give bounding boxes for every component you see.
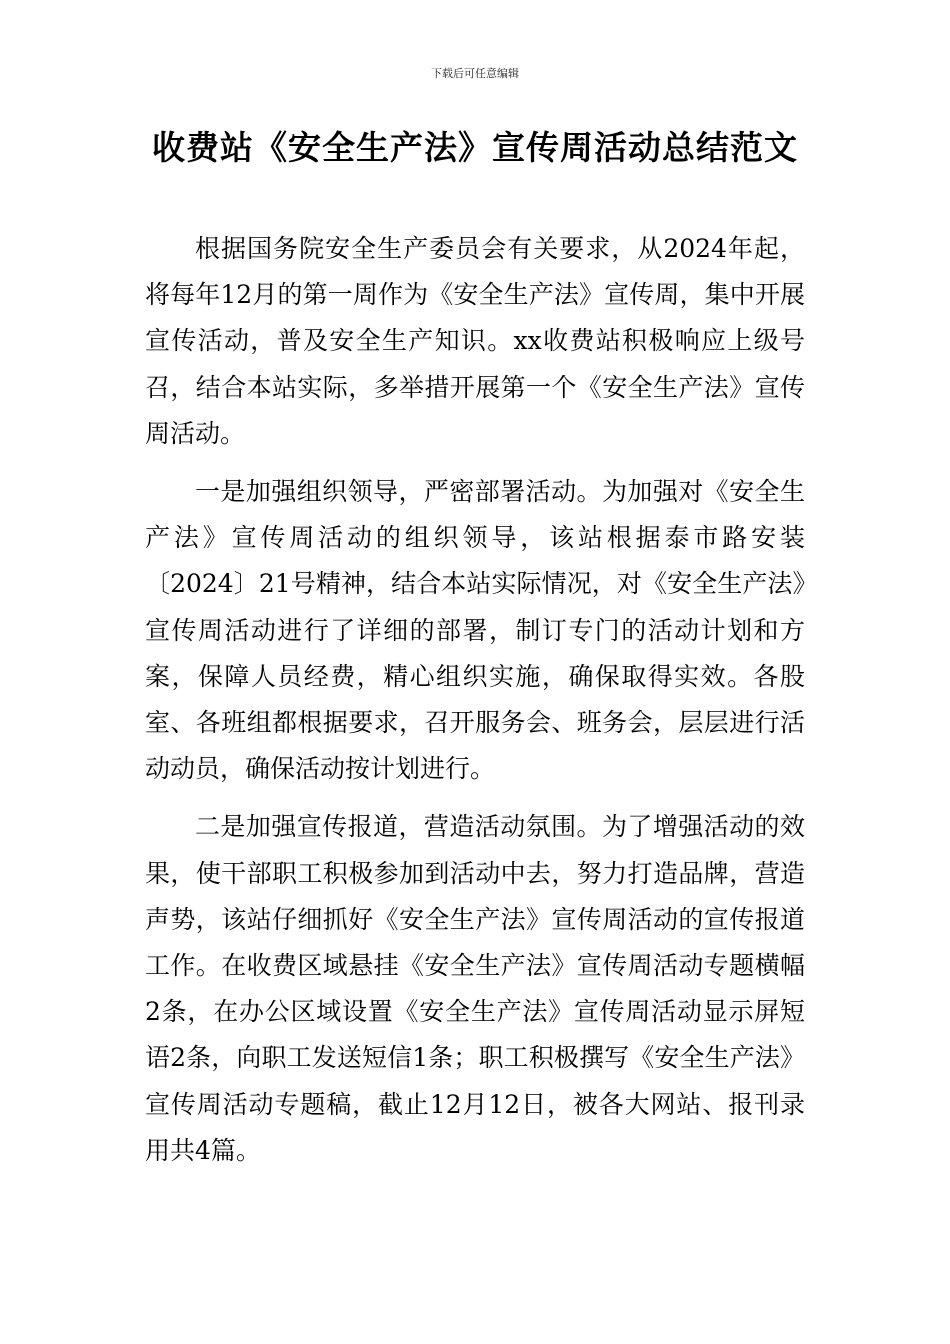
paragraph-organization: 一是加强组织领导，严密部署活动。为加强对《安全生产法》宣传周活动的组织领导，该站根据泰市路安装〔2024〕21号精神，结合本站实际情况，对《安全生产法》宣传周活动进行了详细的部署，制订专门的活动计划和方案，保障人员经费，精心组织实施，确保取得实效。各股室、各班组都根据要求，召开服务会、班务会，层层进行活动动员，确保活动按计划进行。 bbox=[145, 477, 805, 784]
paragraph-publicity: 二是加强宣传报道，营造活动氛围。为了增强活动的效果，使干部职工积极参加到活动中去，努力打造品牌，营造声势，该站仔细抓好《安全生产法》宣传周活动的宣传报道工作。在收费区域悬挂《安全生产法》宣传周活动专题横幅2条，在办公区域设置《安全生产法》宣传周活动显示屏短语2条，向职工发送短信1条；职工积极撰写《安全生产法》宣传周活动专题稿，截止12月12日，被各大网站、报刊录用共4篇。 bbox=[145, 812, 805, 1165]
document-title: 收费站《安全生产法》宣传周活动总结范文 bbox=[152, 128, 798, 167]
document-body bbox=[145, 226, 805, 1174]
paragraph-intro: 根据国务院安全生产委员会有关要求，从2024年起，将每年12月的第一周作为《安全生产法》宣传周，集中开展宣传活动，普及安全生产知识。xx收费站积极响应上级号召，结合本站实际，多举措开展第一个《安全生产法》宣传周活动。 bbox=[145, 234, 805, 448]
header-note: 下载后可任意编辑 bbox=[431, 67, 519, 80]
